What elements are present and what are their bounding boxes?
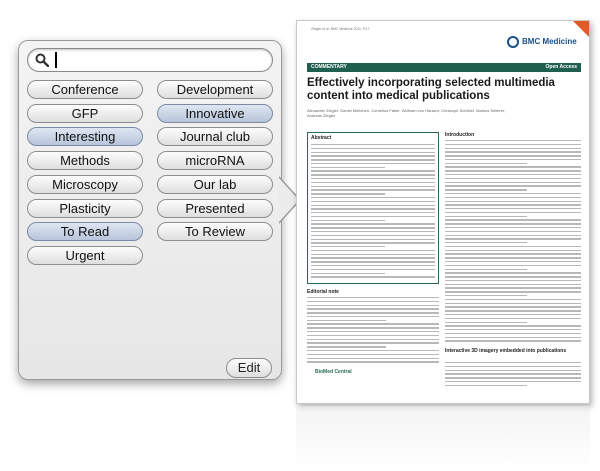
text-line (445, 291, 581, 292)
text-line (307, 305, 439, 306)
text-line (311, 170, 435, 171)
text-line (311, 208, 435, 209)
edit-button[interactable]: Edit (226, 358, 272, 378)
text-line (311, 174, 435, 175)
text-line (311, 246, 385, 247)
text-line (445, 362, 581, 363)
text-line (445, 231, 581, 232)
text-line (445, 340, 581, 341)
text-line (445, 140, 581, 141)
text-line (307, 316, 439, 317)
text-line (445, 185, 581, 186)
paper-preview[interactable] (296, 20, 590, 404)
tag-gfp[interactable]: GFP (27, 104, 143, 123)
tag-innovative[interactable]: Innovative (157, 104, 273, 123)
text-line (307, 312, 439, 313)
text-line (445, 287, 581, 288)
tag-urgent[interactable]: Urgent (27, 246, 143, 265)
text-line (311, 254, 435, 255)
text-line (311, 257, 435, 258)
access-label: Open Access (545, 64, 577, 70)
paper-authors: Alexander Ziegler, Daniel Mietchen, Cornelius Faber, Wolfram von Hausen, Christoph Schöbel, Markus Sellerer, Andreas Ziegler (307, 108, 506, 118)
abstract-heading: Abstract (311, 135, 332, 141)
text-line (445, 163, 527, 164)
tag-development[interactable]: Development (157, 80, 273, 99)
text-line (445, 193, 581, 194)
text-line (445, 366, 581, 367)
text-line (445, 238, 581, 239)
introduction-heading: Introduction (445, 132, 475, 138)
text-line (445, 284, 581, 285)
text-line (445, 253, 581, 254)
text-line (307, 335, 439, 336)
text-line (445, 280, 581, 281)
text-line (445, 250, 581, 251)
text-line (445, 385, 527, 386)
text-line (445, 370, 581, 371)
tag-microrna[interactable]: microRNA (157, 151, 273, 170)
text-line (445, 314, 581, 315)
text-line (445, 373, 581, 374)
publisher-logo: BioMed Central (315, 369, 352, 375)
tag-presented[interactable]: Presented (157, 199, 273, 218)
text-line (307, 361, 439, 362)
text-line (445, 174, 581, 175)
text-line (445, 189, 527, 190)
text-line (307, 323, 439, 324)
text-line (311, 220, 385, 221)
text-line (445, 303, 581, 304)
text-line (307, 331, 439, 332)
text-line (445, 182, 581, 183)
text-line (311, 269, 435, 270)
text-line (311, 239, 435, 240)
search-icon (35, 53, 49, 67)
text-line (307, 350, 439, 351)
tag-popover (18, 40, 282, 380)
text-line (445, 310, 581, 311)
text-line (445, 166, 581, 167)
text-line (311, 186, 435, 187)
text-line (307, 320, 386, 321)
text-line (445, 329, 581, 330)
interactive-heading: Interactive 3D imagery embedded into publications (445, 348, 567, 354)
paper-citation: Ziegler et al. BMC Medicine 2011, 9:17 (311, 27, 370, 31)
text-line (445, 148, 581, 149)
journal-logo-icon (507, 36, 519, 48)
text-line (445, 151, 581, 152)
body-text-right (445, 140, 581, 344)
text-line (311, 167, 385, 168)
paper-title: Effectively incorporating selected multimedia content into medical publications (307, 77, 555, 102)
text-line (445, 159, 581, 160)
editorial-heading: Editorial note (307, 289, 339, 295)
text-line (445, 261, 581, 262)
text-line (445, 337, 581, 338)
text-line (307, 358, 439, 359)
text-line (307, 354, 439, 355)
text-line (311, 261, 435, 262)
text-line (311, 223, 435, 224)
text-line (445, 325, 581, 326)
text-cursor (55, 52, 57, 68)
text-line (445, 322, 527, 323)
body-text-right-2 (445, 362, 581, 388)
body-text-left (307, 297, 439, 365)
tag-search-field[interactable] (27, 48, 273, 72)
text-line (445, 212, 581, 213)
text-line (445, 219, 581, 220)
text-line (311, 205, 435, 206)
section-label: COMMENTARY (311, 64, 347, 70)
text-line (445, 276, 581, 277)
text-line (311, 182, 435, 183)
text-line (307, 301, 439, 302)
tag-plasticity[interactable]: Plasticity (27, 199, 143, 218)
text-line (311, 216, 435, 217)
paper-reflection (296, 406, 590, 471)
text-line (445, 178, 581, 179)
abstract-text (311, 144, 435, 280)
text-line (445, 201, 581, 202)
text-line (311, 155, 435, 156)
text-line (445, 306, 581, 307)
text-line (445, 155, 581, 156)
search-input[interactable] (54, 52, 264, 68)
text-line (311, 159, 435, 160)
section-bar (307, 63, 581, 72)
tag-our-lab[interactable]: Our lab (157, 175, 273, 194)
text-line (445, 377, 581, 378)
text-line (445, 204, 581, 205)
journal-logo (507, 35, 579, 51)
abstract-box (307, 132, 439, 284)
text-line (445, 299, 581, 300)
text-line (445, 265, 581, 266)
text-line (311, 152, 435, 153)
text-line (311, 265, 435, 266)
text-line (445, 235, 581, 236)
tag-to-review[interactable]: To Review (157, 222, 273, 241)
tag-conference[interactable]: Conference (27, 80, 143, 99)
text-line (307, 308, 439, 309)
text-line (311, 276, 435, 277)
text-line (445, 257, 581, 258)
text-line (445, 295, 527, 296)
text-line (311, 148, 435, 149)
text-line (445, 170, 581, 171)
text-line (445, 227, 581, 228)
text-line (445, 223, 581, 224)
tag-microscopy[interactable]: Microscopy (27, 175, 143, 194)
text-line (311, 227, 435, 228)
tag-interesting[interactable]: Interesting (27, 127, 143, 146)
text-line (311, 178, 435, 179)
text-line (311, 163, 435, 164)
text-line (311, 235, 435, 236)
text-line (445, 242, 527, 243)
text-line (445, 269, 527, 270)
tag-methods[interactable]: Methods (27, 151, 143, 170)
text-line (311, 273, 385, 274)
tag-journal-club[interactable]: Journal club (157, 127, 273, 146)
text-line (311, 201, 435, 202)
text-line (311, 242, 435, 243)
text-line (311, 231, 435, 232)
text-line (445, 197, 581, 198)
text-line (311, 144, 435, 145)
text-line (445, 381, 581, 382)
text-line (445, 208, 581, 209)
text-line (445, 144, 581, 145)
text-line (445, 318, 581, 319)
text-line (307, 297, 439, 298)
text-line (311, 250, 435, 251)
tag-to-read[interactable]: To Read (27, 222, 143, 241)
text-line (307, 327, 439, 328)
text-line (311, 197, 435, 198)
text-line (445, 216, 527, 217)
text-line (311, 193, 385, 194)
text-line (445, 246, 581, 247)
text-line (311, 189, 435, 190)
text-line (445, 333, 581, 334)
text-line (307, 342, 439, 343)
text-line (445, 272, 581, 273)
text-line (311, 212, 435, 213)
text-line (307, 346, 386, 347)
text-line (307, 339, 439, 340)
journal-name: BMC Medicine (522, 37, 577, 46)
